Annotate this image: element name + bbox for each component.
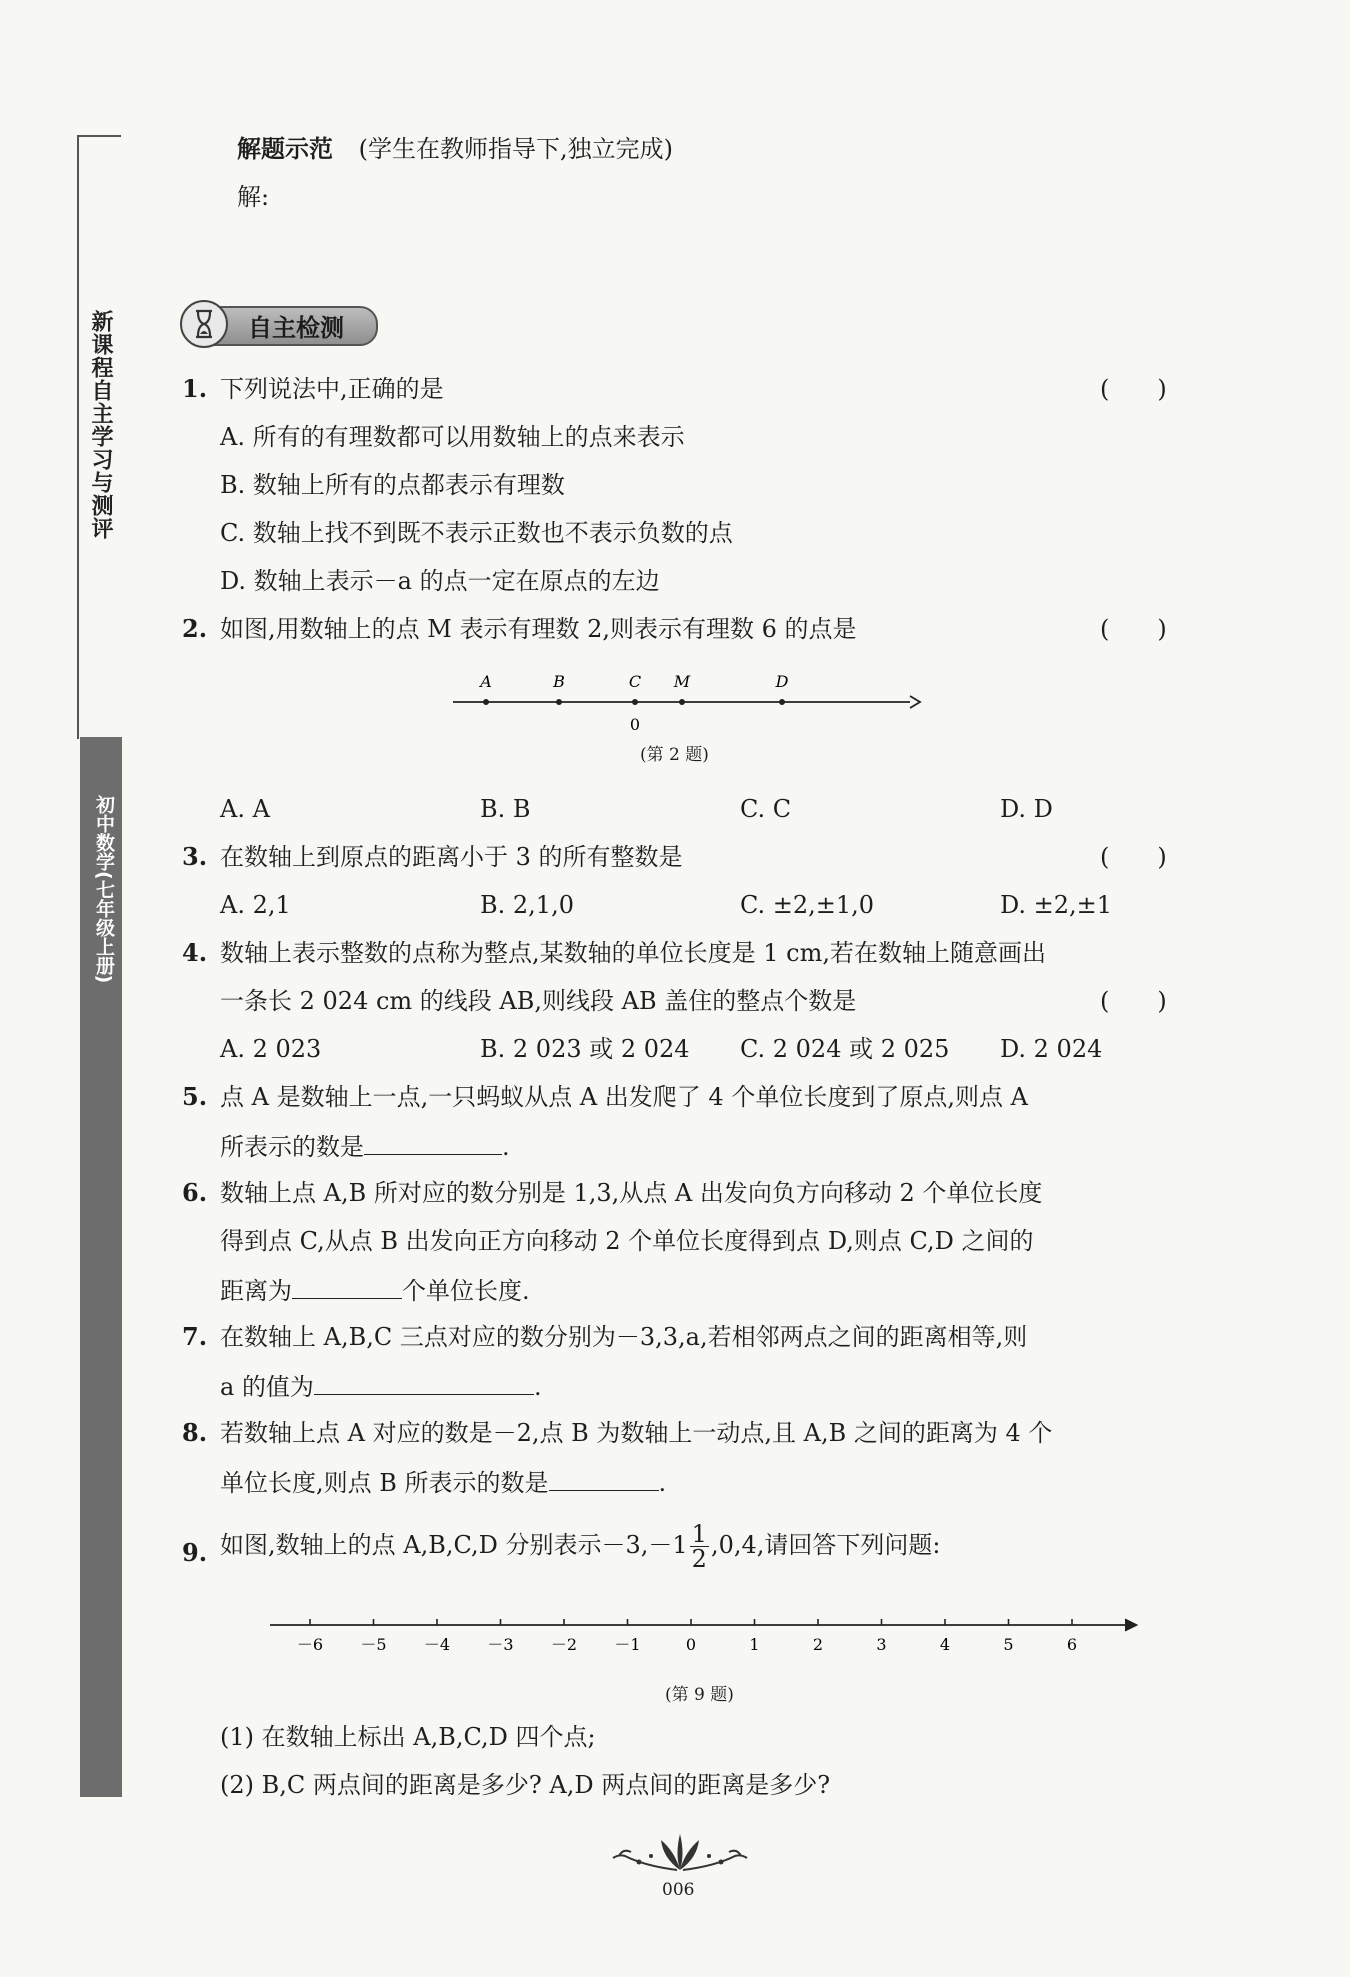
- q4-option-b: B. 2 023 或 2 024: [480, 1035, 690, 1063]
- q6-line1: 数轴上点 A,B 所对应的数分别是 1,3,从点 A 出发向负方向移动 2 个单位长度: [220, 1179, 1043, 1207]
- q3-option-d: D. ±2,±1: [1000, 891, 1113, 919]
- demo-heading: 解题示范: [237, 135, 333, 163]
- q5-answer-blank[interactable]: [364, 1128, 502, 1155]
- q9-sub2: (2) B,C 两点间的距离是多少? A,D 两点间的距离是多少?: [220, 1771, 831, 1799]
- question-number: 2.: [182, 614, 208, 643]
- q2-option-a: A. A: [220, 795, 270, 823]
- axis-tick-label: －4: [423, 1635, 451, 1654]
- q1-option-d: D. 数轴上表示－a 的点一定在原点的左边: [220, 567, 660, 595]
- question-number: 7.: [182, 1322, 208, 1351]
- section-badge: [180, 300, 378, 348]
- q1-number: [182, 372, 207, 406]
- q6-answer-blank[interactable]: [292, 1272, 402, 1299]
- label-zero: 0: [629, 715, 641, 734]
- axis-tick-label: 5: [1003, 1635, 1014, 1654]
- axis-tick-label: －2: [550, 1635, 578, 1654]
- label-b: B: [553, 672, 565, 691]
- point-d: [779, 699, 785, 705]
- q2-option-c: C. C: [740, 795, 792, 823]
- axis-tick-label: －5: [360, 1635, 387, 1654]
- q7-number: [182, 1320, 207, 1354]
- question-number: 6.: [182, 1178, 208, 1207]
- page-number: 006: [662, 1880, 695, 1900]
- q8-line2-text: 单位长度,则点 B 所表示的数是: [220, 1469, 549, 1497]
- question-number: 3.: [182, 842, 208, 871]
- point-a: [483, 699, 489, 705]
- point-c: [632, 699, 638, 705]
- point-b: [556, 699, 562, 705]
- q7-answer-blank[interactable]: [314, 1368, 534, 1395]
- point-m: [679, 699, 685, 705]
- axis-tick-label: 4: [939, 1635, 951, 1654]
- q7-line2-end: .: [533, 1373, 542, 1401]
- q3-number: [182, 840, 207, 874]
- axis-tick-label: 0: [685, 1635, 697, 1654]
- q4-option-d: D. 2 024: [1000, 1035, 1103, 1063]
- floral-ornament-icon: [605, 1826, 755, 1876]
- q7-line2: [220, 1368, 542, 1404]
- q1-option-b: B. 数轴上所有的点都表示有理数: [220, 471, 565, 499]
- q5-line2-end: .: [502, 1133, 510, 1161]
- sidebar-subject-title: 初中数学(七年级上册): [93, 795, 115, 984]
- q2-answer-paren[interactable]: ( ): [1100, 615, 1167, 643]
- demo-answer-label: 解:: [237, 183, 270, 211]
- axis-tick-label: 3: [876, 1635, 887, 1654]
- q2-number: [182, 612, 207, 646]
- label-c: C: [628, 672, 642, 691]
- question-number: 5.: [182, 1082, 208, 1111]
- q5-line1: 点 A 是数轴上一点,一只蚂蚁从点 A 出发爬了 4 个单位长度到了原点,则点 A: [220, 1083, 1028, 1111]
- section-title: 自主检测: [248, 314, 344, 342]
- axis-tick-label: －1: [614, 1635, 641, 1654]
- axis-tick-label: 1: [749, 1635, 760, 1654]
- q8-number: [182, 1416, 207, 1450]
- q3-option-a: A. 2,1: [220, 891, 291, 919]
- q3-stem: 在数轴上到原点的距离小于 3 的所有整数是: [220, 843, 683, 871]
- q9-caption: (第 9 题): [665, 1685, 734, 1705]
- q2-stem: 如图,用数轴上的点 M 表示有理数 2,则表示有理数 6 的点是: [220, 615, 857, 643]
- q4-answer-paren[interactable]: ( ): [1100, 987, 1167, 1015]
- fraction-numerator: 1: [691, 1520, 707, 1548]
- q6-line3-text: 距离为: [220, 1277, 292, 1305]
- q2-caption: (第 2 题): [640, 745, 709, 765]
- q9-number-line-figure: [265, 1605, 1145, 1665]
- q6-line3-end: 个单位长度.: [402, 1277, 530, 1305]
- question-number: 9.: [182, 1538, 208, 1567]
- axis-tick-label: －6: [296, 1635, 324, 1654]
- sidebar-book-title: 新课程自主学习与测评: [88, 310, 113, 540]
- q2-option-b: B. B: [480, 795, 531, 823]
- fraction-denominator: 2: [691, 1545, 707, 1573]
- question-number: 8.: [182, 1418, 208, 1447]
- axis-arrow-icon: [1125, 1619, 1137, 1631]
- q8-answer-blank[interactable]: [549, 1464, 659, 1491]
- label-m: M: [673, 672, 691, 691]
- axis-tick-label: 6: [1066, 1635, 1078, 1654]
- q7-line1: 在数轴上 A,B,C 三点对应的数分别为－3,3,a,若相邻两点之间的距离相等,则: [220, 1323, 1028, 1351]
- q9-number: [182, 1536, 207, 1570]
- axis-tick-label: －3: [487, 1635, 514, 1654]
- q1-answer-paren[interactable]: ( ): [1100, 375, 1167, 403]
- q8-line2-end: .: [658, 1469, 667, 1497]
- q3-answer-paren[interactable]: ( ): [1100, 843, 1167, 871]
- q4-line2: 一条长 2 024 cm 的线段 AB,则线段 AB 盖住的整点个数是: [220, 987, 857, 1015]
- q4-line1: 数轴上表示整数的点称为整点,某数轴的单位长度是 1 cm,若在数轴上随意画出: [220, 939, 1046, 967]
- q9-fraction: [690, 1522, 709, 1571]
- axis-tick-label: 2: [812, 1635, 824, 1654]
- q3-option-b: B. 2,1,0: [480, 891, 574, 919]
- demo-note: (学生在教师指导下,独立完成): [358, 135, 673, 163]
- axis-arrow-icon: [910, 696, 920, 708]
- question-number: 1.: [182, 374, 208, 403]
- q2-number-line-figure: [450, 665, 925, 740]
- q6-line3: [220, 1272, 530, 1308]
- q6-number: [182, 1176, 207, 1210]
- q1-option-a: A. 所有的有理数都可以用数轴上的点来表示: [220, 423, 685, 451]
- q1-stem: 下列说法中,正确的是: [220, 375, 444, 403]
- q3-option-c: C. ±2,±1,0: [740, 891, 875, 919]
- demo-heading-line: [237, 132, 673, 166]
- q9-stem: [220, 1522, 940, 1571]
- q2-option-d: D. D: [1000, 795, 1053, 823]
- q7-line2-text: a 的值为: [220, 1373, 314, 1401]
- q4-number: [182, 936, 207, 970]
- q4-option-a: A. 2 023: [220, 1035, 322, 1063]
- q8-line1: 若数轴上点 A 对应的数是－2,点 B 为数轴上一动点,且 A,B 之间的距离为 4 个: [220, 1419, 1053, 1447]
- q6-line2: 得到点 C,从点 B 出发向正方向移动 2 个单位长度得到点 D,则点 C,D 之间的: [220, 1227, 1034, 1255]
- q5-number: [182, 1080, 207, 1114]
- label-a: A: [480, 672, 492, 691]
- q1-option-c: C. 数轴上找不到既不表示正数也不表示负数的点: [220, 519, 733, 547]
- q5-line2-text: 所表示的数是: [220, 1133, 364, 1161]
- q9-stem-end: ,0,4,请回答下列问题:: [710, 1531, 941, 1559]
- q9-sub1: (1) 在数轴上标出 A,B,C,D 四个点;: [220, 1723, 596, 1751]
- q5-line2: [220, 1128, 510, 1164]
- hourglass-icon: [180, 300, 228, 348]
- q4-option-c: C. 2 024 或 2 025: [740, 1035, 950, 1063]
- label-d: D: [775, 672, 789, 691]
- question-number: 4.: [182, 938, 208, 967]
- q8-line2: [220, 1464, 666, 1500]
- q9-stem-start: 如图,数轴上的点 A,B,C,D 分别表示－3,－1: [220, 1531, 688, 1559]
